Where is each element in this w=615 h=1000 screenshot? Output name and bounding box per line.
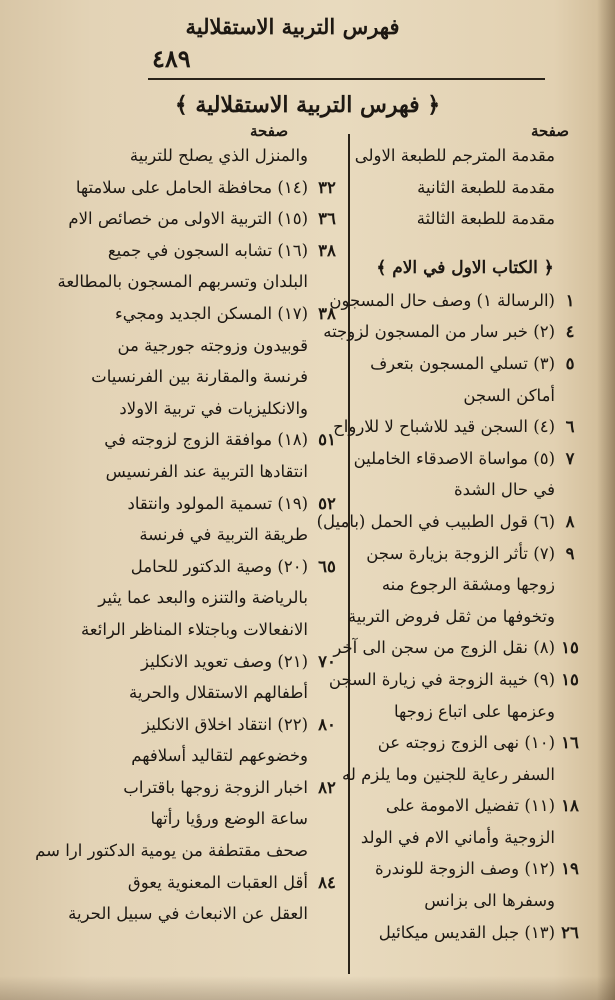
index-entry bbox=[16, 203, 344, 235]
entry-page-number: ٧ bbox=[565, 448, 575, 468]
page-number: ٤٨٩ bbox=[152, 44, 191, 73]
index-entry bbox=[16, 614, 344, 646]
entry-text: (١٨) موافقة الزوج لزوجته في bbox=[104, 430, 308, 450]
entry-page-number: ١ bbox=[565, 290, 575, 310]
index-entry bbox=[349, 538, 581, 570]
index-entry bbox=[16, 740, 344, 772]
entry-text: طريقة التربية في فرنسة bbox=[139, 525, 308, 545]
entry-text: الزوجية وأماني الام في الولد bbox=[360, 827, 555, 847]
index-entry bbox=[349, 348, 581, 380]
entry-text: (١٧) المسكن الجديد ومجيء bbox=[114, 303, 308, 323]
entry-page-number: ٨ bbox=[565, 511, 575, 531]
index-entry bbox=[349, 172, 581, 204]
index-entry bbox=[349, 727, 581, 759]
entry-page-number: ٦٥ bbox=[318, 556, 336, 576]
entry-page-number: ٨٤ bbox=[318, 872, 336, 892]
index-entry bbox=[16, 551, 344, 583]
entry-text: (٢٢) انتقاد اخلاق الانكليز bbox=[142, 714, 308, 734]
index-entry bbox=[16, 867, 344, 899]
index-entry bbox=[16, 519, 344, 551]
entry-text: صحف مقتطفة من يومية الدكتور ارا سم bbox=[35, 841, 308, 861]
entry-page-number: ٥ bbox=[565, 353, 575, 373]
index-entry bbox=[16, 646, 344, 678]
entry-page-number: ٨٢ bbox=[318, 777, 336, 797]
page-bottom-shadow bbox=[0, 976, 615, 1000]
index-entry bbox=[349, 790, 581, 822]
index-entry bbox=[16, 330, 344, 362]
index-entry bbox=[349, 885, 581, 917]
entry-page-number: ٦ bbox=[565, 417, 575, 437]
index-entry bbox=[16, 266, 344, 298]
entry-page-number: ٢٦ bbox=[561, 922, 579, 942]
left-column-page-heading: صفحة bbox=[250, 122, 289, 140]
index-entry bbox=[349, 601, 581, 633]
entry-text: قوبيدون وزوجته جورجية من bbox=[117, 335, 308, 355]
entry-text: مقدمة المترجم للطبعة الاولى bbox=[354, 146, 555, 165]
entry-text: اخبار الزوجة زوجها باقتراب bbox=[123, 777, 308, 797]
index-entry bbox=[349, 443, 581, 475]
entry-page-number: ٤ bbox=[565, 322, 575, 342]
index-entry bbox=[349, 140, 581, 172]
index-entry bbox=[16, 835, 344, 867]
entry-text: (١١) تفضيل الامومة على bbox=[385, 796, 555, 816]
entry-text: مقدمة للطبعة الثانية bbox=[417, 177, 555, 197]
index-entry bbox=[16, 709, 344, 741]
entry-page-number: ٣٨ bbox=[318, 303, 336, 323]
index-entry bbox=[349, 203, 581, 235]
entry-text: السفر رعاية للجنين وما يلزم له bbox=[341, 764, 555, 784]
entry-text: أقل العقبات المعنوية يعوق bbox=[127, 872, 308, 892]
entry-page-number: ٣٨ bbox=[318, 240, 336, 260]
entry-text: وعزمها على اتباع زوجها bbox=[394, 701, 555, 721]
index-entry bbox=[349, 822, 581, 854]
index-entry bbox=[16, 235, 344, 267]
entry-text: وسفرها الى بزانس bbox=[424, 891, 555, 911]
entry-page-number: ١٩ bbox=[561, 859, 579, 879]
entry-text: (٥) مواساة الاصدقاء الخاملين bbox=[353, 448, 555, 468]
entry-page-number: ١٥ bbox=[561, 669, 579, 689]
index-title: ﴿ فهرس التربية الاستقلالية ﴾ bbox=[174, 92, 441, 118]
index-entry bbox=[349, 380, 581, 412]
entry-text: (١٢) وصف الزوجة للوندرة bbox=[374, 859, 555, 879]
index-entry bbox=[16, 803, 344, 835]
running-head: فهرس التربية الاستقلالية bbox=[185, 14, 400, 39]
entry-text: وتخوفها من ثقل فروض التربية bbox=[347, 606, 555, 626]
index-entry bbox=[16, 582, 344, 614]
entry-text: (٧) تأثر الزوجة بزيارة سجن bbox=[366, 543, 555, 563]
right-column-page-heading: صفحة bbox=[530, 122, 569, 140]
index-entry bbox=[349, 569, 581, 601]
entry-text: (٢) خبر سار من المسجون لزوجته bbox=[323, 322, 555, 342]
index-entry bbox=[16, 172, 344, 204]
entry-text: وخضوعهم لتقاليد أسلافهم bbox=[131, 746, 308, 766]
index-entry bbox=[316, 506, 581, 538]
entry-text: البلدان وتسربهم المسجون بالمطالعة bbox=[57, 272, 308, 292]
entry-text: والانكليزيات في تربية الاولاد bbox=[119, 398, 308, 418]
index-entry bbox=[16, 298, 344, 330]
spacer bbox=[349, 235, 581, 251]
entry-text: في حال الشدة bbox=[454, 480, 555, 500]
entry-text: (٢١) وصف تعويد الانكليز bbox=[141, 651, 308, 671]
index-entry bbox=[328, 664, 581, 696]
entry-text: أطفالهم الاستقلال والحرية bbox=[129, 683, 308, 703]
entry-page-number: ١٦ bbox=[561, 733, 579, 753]
left-column bbox=[16, 140, 344, 930]
entry-page-number: ٩ bbox=[565, 543, 575, 563]
index-entry bbox=[16, 772, 344, 804]
entry-text: (١٥) التربية الاولى من خصائص الام bbox=[68, 209, 308, 229]
index-entry bbox=[349, 696, 581, 728]
index-entry bbox=[16, 456, 344, 488]
entry-text: زوجها ومشقة الرجوع منه bbox=[381, 575, 555, 595]
index-entry bbox=[16, 424, 344, 456]
entry-text: فرنسة والمقارنة بين الفرنسيات bbox=[91, 367, 308, 387]
index-entry bbox=[349, 474, 581, 506]
index-entry bbox=[341, 759, 581, 791]
index-entry bbox=[349, 917, 581, 949]
index-entry bbox=[16, 677, 344, 709]
page-spine-shadow bbox=[597, 0, 615, 1000]
entry-text: انتقادها التربية عند الفرنسيس bbox=[105, 461, 308, 481]
entry-page-number: ٣٦ bbox=[318, 209, 336, 229]
entry-text: بالرياضة والتنزه والبعد عما يثير bbox=[98, 588, 308, 608]
entry-page-number: ٨٠ bbox=[318, 714, 336, 734]
index-entry bbox=[329, 285, 581, 317]
entry-text: (١٤) محافظة الحامل على سلامتها bbox=[75, 177, 308, 197]
entry-text: والمنزل الذي يصلح للتربية bbox=[129, 146, 308, 165]
entry-text: أماكن السجن bbox=[463, 385, 555, 405]
index-entry bbox=[333, 411, 581, 443]
entry-text: (١٦) تشابه السجون في جميع bbox=[107, 240, 308, 260]
header-rule bbox=[148, 78, 545, 80]
index-entry bbox=[333, 632, 581, 664]
entry-text: (الرسالة ١) وصف حال المسجون bbox=[329, 290, 555, 310]
entry-text: العقل عن الانبعاث في سبيل الحرية bbox=[68, 904, 308, 924]
entry-text: ساعة الوضع ورؤيا رأتها bbox=[150, 809, 308, 829]
entry-page-number: ٧٠ bbox=[318, 651, 336, 671]
entry-page-number: ٣٢ bbox=[318, 177, 336, 197]
entry-text: مقدمة للطبعة الثالثة bbox=[416, 209, 555, 229]
index-entry bbox=[16, 140, 344, 172]
entry-text: (١٠) نهى الزوج زوجته عن bbox=[377, 733, 555, 753]
entry-text: (٨) نقل الزوج من سجن الى آخر bbox=[333, 638, 555, 658]
entry-text: (٤) السجن قيد للاشباح لا للارواح bbox=[333, 417, 555, 437]
entry-text: ﴿ الكتاب الاول في الام ﴾ bbox=[376, 257, 554, 278]
entry-page-number: ٥١ bbox=[318, 430, 336, 450]
index-entry bbox=[16, 898, 344, 930]
entry-page-number: ١٥ bbox=[561, 638, 579, 658]
index-entry bbox=[323, 316, 581, 348]
entry-text: (٩) خيبة الزوجة في زيارة السجن bbox=[328, 669, 555, 689]
entry-page-number: ٥٢ bbox=[318, 493, 336, 513]
entry-text: (١٩) تسمية المولود وانتقاد bbox=[127, 493, 308, 513]
entry-text: (٦) قول الطبيب في الحمل (باميل) bbox=[316, 511, 555, 531]
index-entry bbox=[16, 361, 344, 393]
index-entry bbox=[16, 488, 344, 520]
entry-text: الانفعالات وباجتلاء المناظر الرائعة bbox=[80, 619, 308, 639]
entry-text: (٢٠) وصية الدكتور للحامل bbox=[130, 556, 308, 576]
index-entry bbox=[349, 853, 581, 885]
entry-text: (٣) تسلي المسجون بتعرف bbox=[370, 353, 555, 373]
entry-page-number: ١٨ bbox=[561, 796, 579, 816]
index-entry bbox=[16, 393, 344, 425]
section-heading bbox=[349, 251, 581, 285]
entry-text: (١٣) جبل القديس ميكائيل bbox=[378, 922, 555, 942]
